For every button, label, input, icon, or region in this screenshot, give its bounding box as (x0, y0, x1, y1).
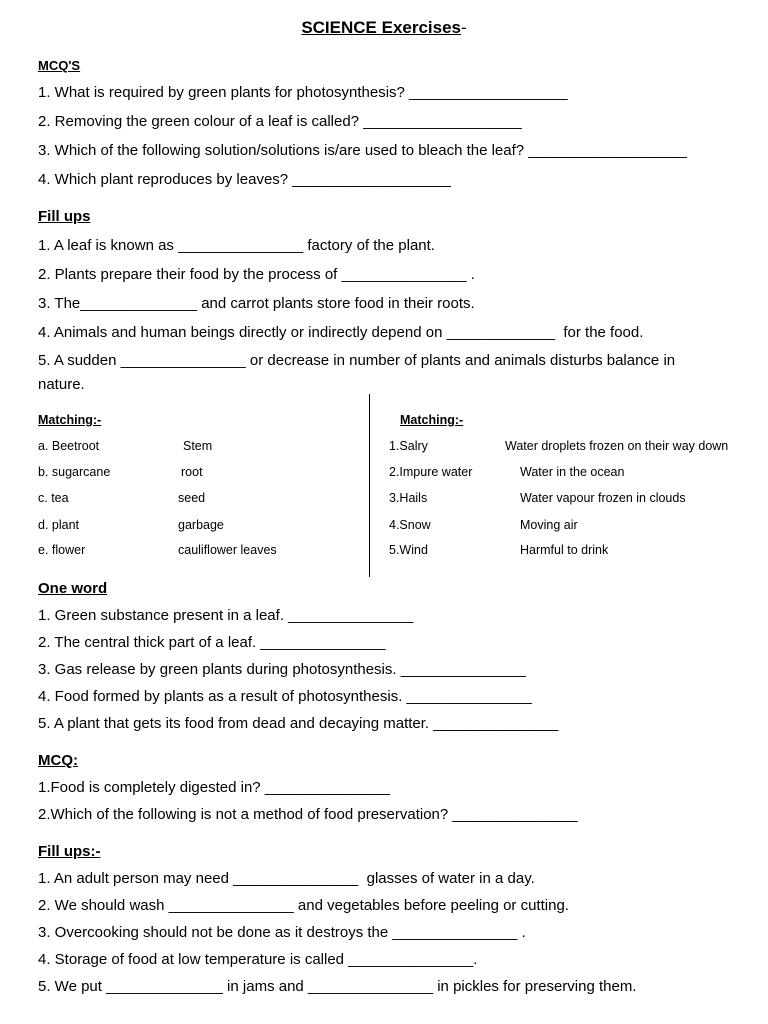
section-heading-fill-ups-2: Fill ups:- (38, 843, 101, 860)
matching-right-answer: Harmful to drink (520, 543, 609, 557)
section-heading-one-word: One word (38, 580, 108, 597)
matching-left-answer: garbage (178, 518, 224, 532)
page-title: SCIENCE Exercises- (301, 18, 467, 37)
matching-right-answer: Water droplets frozen on their way down (505, 439, 729, 453)
matching-right-answer: Moving air (520, 518, 578, 532)
question-item: 2. Plants prepare their food by the process of _______________ . (38, 266, 475, 283)
question-item: 1. Green substance present in a leaf. _______________ (38, 607, 414, 624)
matching-left-answer: seed (178, 491, 206, 505)
question-item: 3. The______________ and carrot plants store food in their roots. (38, 295, 475, 312)
question-item: 4. Storage of food at low temperature is called _______________. (38, 951, 478, 968)
question-item: 3. Which of the following solution/solutions is/are used to bleach the leaf? ___________________ (38, 142, 687, 159)
matching-heading-right: Matching:- (400, 413, 464, 427)
question-item: 2.Which of the following is not a method of food preservation? _______________ (38, 806, 578, 823)
question-item: 2. We should wash _______________ and vegetables before peeling or cutting. (38, 897, 569, 914)
question-item: 4. Which plant reproduces by leaves? ___________________ (38, 171, 451, 188)
matching-left-answer: root (181, 465, 203, 479)
matching-left-item: a. Beetroot (38, 439, 100, 453)
section-heading-mcqs: MCQ'S (38, 58, 81, 73)
matching-right-answer: Water in the ocean (520, 465, 625, 479)
question-item: 4. Food formed by plants as a result of photosynthesis. _______________ (38, 688, 532, 705)
matching-left-item: e. flower (38, 543, 86, 557)
question-item: 1. A leaf is known as _______________ factory of the plant. (38, 237, 435, 254)
section-heading-mcq: MCQ: (38, 752, 78, 769)
matching-right-item: 1.Salry (389, 439, 428, 453)
question-item: 4. Animals and human beings directly or indirectly depend on _____________ for the food. (38, 324, 644, 341)
matching-right-item: 5.Wind (389, 543, 428, 557)
matching-left-item: b. sugarcane (38, 465, 111, 479)
matching-right-item: 4.Snow (389, 518, 431, 532)
question-item: 3. Gas release by green plants during photosynthesis. _______________ (38, 661, 526, 678)
question-item: 1. What is required by green plants for photosynthesis? ___________________ (38, 84, 568, 101)
matching-right-answer: Water vapour frozen in clouds (520, 491, 686, 505)
question-item: 3. Overcooking should not be done as it destroys the _______________ . (38, 924, 526, 941)
matching-left-answer: cauliflower leaves (178, 543, 277, 557)
matching-left-item: d. plant (38, 518, 80, 532)
matching-right-item: 2.Impure water (389, 465, 473, 479)
question-item: 5. We put ______________ in jams and _______________ in pickles for preserving them. (38, 978, 637, 995)
matching-left-item: c. tea (38, 491, 69, 505)
question-item: 2. The central thick part of a leaf. _______________ (38, 634, 386, 651)
matching-heading-left: Matching:- (38, 413, 102, 427)
question-item: 1. An adult person may need _______________ glasses of water in a day. (38, 870, 535, 887)
matching-left-answer: Stem (183, 439, 213, 453)
question-item: 5. A plant that gets its food from dead and decaying matter. _______________ (38, 715, 559, 732)
column-divider (369, 394, 370, 577)
question-item-continued: nature. (38, 376, 85, 393)
question-item: 5. A sudden _______________ or decrease in number of plants and animals disturbs balance in (38, 352, 676, 369)
question-item: 2. Removing the green colour of a leaf is called? ___________________ (38, 113, 522, 130)
section-heading-fill-ups: Fill ups (38, 208, 91, 225)
question-item: 1.Food is completely digested in? _______________ (38, 779, 390, 796)
matching-right-item: 3.Hails (389, 491, 428, 505)
